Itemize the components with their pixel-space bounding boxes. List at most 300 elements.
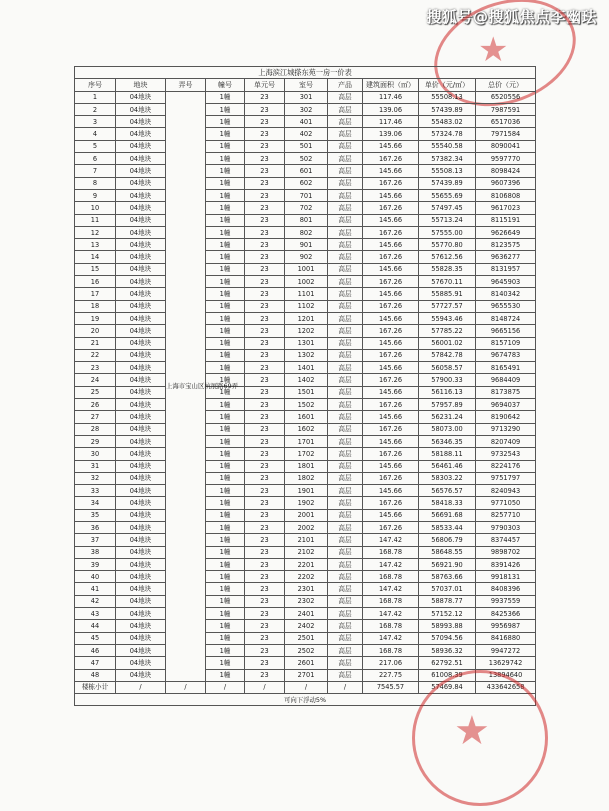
unit-price-cell: 57727.57 xyxy=(419,300,476,312)
table-row xyxy=(75,521,536,533)
unit-price-cell: 55540.58 xyxy=(419,140,476,152)
area-cell: 167.26 xyxy=(363,325,419,337)
area-cell: 145.66 xyxy=(363,460,419,472)
area-cell: 147.42 xyxy=(363,583,419,595)
product-cell: 高层 xyxy=(328,571,363,583)
unit-price-cell: 56231.24 xyxy=(419,411,476,423)
room-cell: 2301 xyxy=(285,583,328,595)
product-cell: 高层 xyxy=(328,435,363,447)
total-price-cell: 8190642 xyxy=(476,411,536,423)
area-cell: 167.26 xyxy=(363,472,419,484)
unit-price-cell: 58533.44 xyxy=(419,521,476,533)
plot-cell: 04地块 xyxy=(116,128,166,140)
building-cell: 1幢 xyxy=(206,448,245,460)
row-number-cell: 36 xyxy=(75,521,116,533)
unit-cell: 23 xyxy=(245,202,285,214)
room-cell: 1002 xyxy=(285,276,328,288)
plot-cell: 04地块 xyxy=(116,239,166,251)
plot-cell: 04地块 xyxy=(116,214,166,226)
area-cell: 167.26 xyxy=(363,448,419,460)
header-cell: 单价（元/㎡） xyxy=(419,79,476,91)
total-price-cell: 8165491 xyxy=(476,362,536,374)
unit-price-cell: 57555.00 xyxy=(419,226,476,238)
table-row xyxy=(75,103,536,115)
row-number-cell: 2 xyxy=(75,103,116,115)
unit-cell: 23 xyxy=(245,189,285,201)
total-price-cell: 8090041 xyxy=(476,140,536,152)
total-price-cell: 9956987 xyxy=(476,620,536,632)
area-cell: 145.66 xyxy=(363,362,419,374)
area-cell: 139.06 xyxy=(363,128,419,140)
header-cell: 单元号 xyxy=(245,79,285,91)
table-row xyxy=(75,448,536,460)
room-cell: 2601 xyxy=(285,657,328,669)
area-cell: 147.42 xyxy=(363,558,419,570)
total-price-cell: 9790303 xyxy=(476,521,536,533)
row-number-cell: 33 xyxy=(75,485,116,497)
unit-cell: 23 xyxy=(245,595,285,607)
table-row xyxy=(75,546,536,558)
total-price-cell: 8207409 xyxy=(476,435,536,447)
header-cell: 建筑面积（㎡） xyxy=(363,79,419,91)
total-price-cell: 9898702 xyxy=(476,546,536,558)
building-cell: 1幢 xyxy=(206,140,245,152)
area-cell: 145.66 xyxy=(363,140,419,152)
table-row xyxy=(75,571,536,583)
plot-cell: 04地块 xyxy=(116,497,166,509)
product-cell: 高层 xyxy=(328,202,363,214)
product-cell: 高层 xyxy=(328,300,363,312)
total-price-cell: 8131957 xyxy=(476,263,536,275)
total-price-cell: 8140342 xyxy=(476,288,536,300)
unit-cell: 23 xyxy=(245,644,285,656)
area-cell: 167.26 xyxy=(363,251,419,263)
row-number-cell: 40 xyxy=(75,571,116,583)
area-cell: 217.06 xyxy=(363,657,419,669)
plot-cell: 04地块 xyxy=(116,521,166,533)
unit-cell: 23 xyxy=(245,632,285,644)
table-row xyxy=(75,214,536,226)
unit-cell: 23 xyxy=(245,349,285,361)
unit-cell: 23 xyxy=(245,608,285,620)
row-number-cell: 45 xyxy=(75,632,116,644)
row-number-cell: 29 xyxy=(75,435,116,447)
unit-cell: 23 xyxy=(245,165,285,177)
area-cell: 145.66 xyxy=(363,312,419,324)
product-cell: 高层 xyxy=(328,546,363,558)
room-cell: 1001 xyxy=(285,263,328,275)
plot-cell: 04地块 xyxy=(116,595,166,607)
plot-cell: 04地块 xyxy=(116,423,166,435)
row-number-cell: 27 xyxy=(75,411,116,423)
building-cell: 1幢 xyxy=(206,497,245,509)
table-row xyxy=(75,644,536,656)
unit-price-cell: 55713.24 xyxy=(419,214,476,226)
unit-price-cell: 57842.78 xyxy=(419,349,476,361)
area-cell: 167.26 xyxy=(363,226,419,238)
plot-cell: 04地块 xyxy=(116,669,166,681)
row-number-cell: 43 xyxy=(75,608,116,620)
unit-cell: 23 xyxy=(245,669,285,681)
subtotal-cell: / xyxy=(285,681,328,693)
unit-price-cell: 58303.22 xyxy=(419,472,476,484)
unit-cell: 23 xyxy=(245,521,285,533)
room-cell: 602 xyxy=(285,177,328,189)
plot-cell: 04地块 xyxy=(116,300,166,312)
unit-cell: 23 xyxy=(245,386,285,398)
room-cell: 1401 xyxy=(285,362,328,374)
row-number-cell: 38 xyxy=(75,546,116,558)
building-cell: 1幢 xyxy=(206,239,245,251)
product-cell: 高层 xyxy=(328,263,363,275)
price-table xyxy=(74,66,536,706)
table-row xyxy=(75,595,536,607)
building-cell: 1幢 xyxy=(206,411,245,423)
room-cell: 901 xyxy=(285,239,328,251)
total-price-cell: 8157109 xyxy=(476,337,536,349)
room-cell: 401 xyxy=(285,116,328,128)
row-number-cell: 3 xyxy=(75,116,116,128)
plot-cell: 04地块 xyxy=(116,165,166,177)
product-cell: 高层 xyxy=(328,644,363,656)
table-row xyxy=(75,509,536,521)
plot-cell: 04地块 xyxy=(116,435,166,447)
row-number-cell: 14 xyxy=(75,251,116,263)
table-row xyxy=(75,411,536,423)
product-cell: 高层 xyxy=(328,276,363,288)
building-cell: 1幢 xyxy=(206,620,245,632)
area-cell: 145.66 xyxy=(363,509,419,521)
plot-cell: 04地块 xyxy=(116,546,166,558)
total-price-cell: 9665156 xyxy=(476,325,536,337)
total-price-cell: 9684409 xyxy=(476,374,536,386)
row-number-cell: 35 xyxy=(75,509,116,521)
area-cell: 167.26 xyxy=(363,300,419,312)
total-price-cell: 9937559 xyxy=(476,595,536,607)
unit-price-cell: 57900.33 xyxy=(419,374,476,386)
unit-cell: 23 xyxy=(245,497,285,509)
table-row xyxy=(75,165,536,177)
room-cell: 1502 xyxy=(285,399,328,411)
room-cell: 2302 xyxy=(285,595,328,607)
product-cell: 高层 xyxy=(328,448,363,460)
unit-price-cell: 58763.66 xyxy=(419,571,476,583)
table-row xyxy=(75,202,536,214)
area-cell: 168.78 xyxy=(363,595,419,607)
product-cell: 高层 xyxy=(328,239,363,251)
plot-cell: 04地块 xyxy=(116,448,166,460)
room-cell: 2502 xyxy=(285,644,328,656)
total-price-cell: 8416880 xyxy=(476,632,536,644)
building-cell: 1幢 xyxy=(206,632,245,644)
row-number-cell: 20 xyxy=(75,325,116,337)
row-number-cell: 6 xyxy=(75,153,116,165)
room-cell: 402 xyxy=(285,128,328,140)
building-cell: 1幢 xyxy=(206,399,245,411)
building-cell: 1幢 xyxy=(206,349,245,361)
unit-price-cell: 57497.45 xyxy=(419,202,476,214)
plot-cell: 04地块 xyxy=(116,411,166,423)
building-cell: 1幢 xyxy=(206,571,245,583)
row-number-cell: 21 xyxy=(75,337,116,349)
room-cell: 1902 xyxy=(285,497,328,509)
room-cell: 701 xyxy=(285,189,328,201)
unit-cell: 23 xyxy=(245,423,285,435)
row-number-cell: 34 xyxy=(75,497,116,509)
plot-cell: 04地块 xyxy=(116,226,166,238)
plot-cell: 04地块 xyxy=(116,509,166,521)
product-cell: 高层 xyxy=(328,485,363,497)
building-cell: 1幢 xyxy=(206,103,245,115)
room-cell: 1201 xyxy=(285,312,328,324)
unit-cell: 23 xyxy=(245,337,285,349)
total-price-cell: 9947272 xyxy=(476,644,536,656)
area-cell: 167.26 xyxy=(363,153,419,165)
area-cell: 145.66 xyxy=(363,386,419,398)
unit-cell: 23 xyxy=(245,460,285,472)
total-price-cell: 9655530 xyxy=(476,300,536,312)
total-price-cell: 9626649 xyxy=(476,226,536,238)
unit-cell: 23 xyxy=(245,657,285,669)
total-price-cell: 7971584 xyxy=(476,128,536,140)
area-cell: 167.26 xyxy=(363,497,419,509)
area-cell: 147.42 xyxy=(363,632,419,644)
unit-price-cell: 58188.11 xyxy=(419,448,476,460)
area-cell: 168.78 xyxy=(363,620,419,632)
table-row xyxy=(75,226,536,238)
unit-cell: 23 xyxy=(245,448,285,460)
area-cell: 117.46 xyxy=(363,91,419,103)
product-cell: 高层 xyxy=(328,214,363,226)
product-cell: 高层 xyxy=(328,128,363,140)
plot-cell: 04地块 xyxy=(116,177,166,189)
product-cell: 高层 xyxy=(328,325,363,337)
product-cell: 高层 xyxy=(328,288,363,300)
unit-price-cell: 58993.88 xyxy=(419,620,476,632)
table-row xyxy=(75,534,536,546)
product-cell: 高层 xyxy=(328,189,363,201)
table-row xyxy=(75,288,536,300)
building-cell: 1幢 xyxy=(206,325,245,337)
plot-cell: 04地块 xyxy=(116,263,166,275)
building-cell: 1幢 xyxy=(206,91,245,103)
table-row xyxy=(75,374,536,386)
row-number-cell: 13 xyxy=(75,239,116,251)
row-number-cell: 4 xyxy=(75,128,116,140)
plot-cell: 04地块 xyxy=(116,251,166,263)
area-cell: 139.06 xyxy=(363,103,419,115)
row-number-cell: 46 xyxy=(75,644,116,656)
total-price-cell: 9918131 xyxy=(476,571,536,583)
header-cell: 弄号 xyxy=(166,79,206,91)
plot-cell: 04地块 xyxy=(116,644,166,656)
product-cell: 高层 xyxy=(328,337,363,349)
table-row xyxy=(75,423,536,435)
unit-cell: 23 xyxy=(245,558,285,570)
product-cell: 高层 xyxy=(328,226,363,238)
room-cell: 902 xyxy=(285,251,328,263)
total-price-cell: 9771050 xyxy=(476,497,536,509)
row-number-cell: 16 xyxy=(75,276,116,288)
unit-price-cell: 56576.57 xyxy=(419,485,476,497)
street-address-cell: 上海市宝山区杭展路69弄 xyxy=(166,91,206,681)
unit-price-cell: 58936.32 xyxy=(419,644,476,656)
building-cell: 1幢 xyxy=(206,177,245,189)
room-cell: 1601 xyxy=(285,411,328,423)
row-number-cell: 30 xyxy=(75,448,116,460)
unit-cell: 23 xyxy=(245,509,285,521)
table-row xyxy=(75,128,536,140)
unit-cell: 23 xyxy=(245,288,285,300)
plot-cell: 04地块 xyxy=(116,571,166,583)
building-cell: 1幢 xyxy=(206,312,245,324)
room-cell: 2401 xyxy=(285,608,328,620)
total-price-cell: 9694037 xyxy=(476,399,536,411)
product-cell: 高层 xyxy=(328,521,363,533)
area-cell: 147.42 xyxy=(363,534,419,546)
area-cell: 145.66 xyxy=(363,214,419,226)
total-price-cell: 8240943 xyxy=(476,485,536,497)
area-cell: 145.66 xyxy=(363,288,419,300)
unit-price-cell: 57037.01 xyxy=(419,583,476,595)
plot-cell: 04地块 xyxy=(116,460,166,472)
unit-cell: 23 xyxy=(245,472,285,484)
plot-cell: 04地块 xyxy=(116,325,166,337)
area-cell: 168.78 xyxy=(363,546,419,558)
product-cell: 高层 xyxy=(328,583,363,595)
table-title: 上海滨江城搽东苑一房一价表 xyxy=(75,67,536,79)
plot-cell: 04地块 xyxy=(116,620,166,632)
row-number-cell: 39 xyxy=(75,558,116,570)
unit-cell: 23 xyxy=(245,116,285,128)
building-cell: 1幢 xyxy=(206,362,245,374)
total-price-cell: 6517036 xyxy=(476,116,536,128)
header-cell: 总价（元） xyxy=(476,79,536,91)
building-cell: 1幢 xyxy=(206,546,245,558)
total-price-cell: 9713290 xyxy=(476,423,536,435)
total-price-cell: 9597770 xyxy=(476,153,536,165)
unit-price-cell: 58878.77 xyxy=(419,595,476,607)
unit-price-cell: 55885.91 xyxy=(419,288,476,300)
building-cell: 1幢 xyxy=(206,251,245,263)
table-row xyxy=(75,620,536,632)
plot-cell: 04地块 xyxy=(116,399,166,411)
plot-cell: 04地块 xyxy=(116,558,166,570)
total-price-cell: 8408396 xyxy=(476,583,536,595)
unit-price-cell: 57670.11 xyxy=(419,276,476,288)
table-row xyxy=(75,140,536,152)
unit-cell: 23 xyxy=(245,411,285,423)
area-cell: 145.66 xyxy=(363,485,419,497)
room-cell: 601 xyxy=(285,165,328,177)
table-row xyxy=(75,177,536,189)
unit-price-cell: 57382.34 xyxy=(419,153,476,165)
table-row xyxy=(75,583,536,595)
unit-price-cell: 57957.89 xyxy=(419,399,476,411)
room-cell: 1101 xyxy=(285,288,328,300)
subtotal-cell: 433642658 xyxy=(476,681,536,693)
plot-cell: 04地块 xyxy=(116,288,166,300)
building-cell: 1幢 xyxy=(206,521,245,533)
product-cell: 高层 xyxy=(328,153,363,165)
table-row xyxy=(75,460,536,472)
unit-cell: 23 xyxy=(245,140,285,152)
header-cell: 室号 xyxy=(285,79,328,91)
unit-cell: 23 xyxy=(245,435,285,447)
unit-cell: 23 xyxy=(245,91,285,103)
room-cell: 2201 xyxy=(285,558,328,570)
subtotal-cell: / xyxy=(206,681,245,693)
row-number-cell: 7 xyxy=(75,165,116,177)
unit-price-cell: 55655.69 xyxy=(419,189,476,201)
building-cell: 1幢 xyxy=(206,226,245,238)
total-price-cell: 8115191 xyxy=(476,214,536,226)
product-cell: 高层 xyxy=(328,165,363,177)
row-number-cell: 19 xyxy=(75,312,116,324)
watermark-text: 搜狐号@搜狐焦点李幽珐 xyxy=(426,8,597,26)
product-cell: 高层 xyxy=(328,177,363,189)
subtotal-cell: / xyxy=(328,681,363,693)
total-price-cell: 13629742 xyxy=(476,657,536,669)
plot-cell: 04地块 xyxy=(116,386,166,398)
building-cell: 1幢 xyxy=(206,337,245,349)
unit-cell: 23 xyxy=(245,485,285,497)
row-number-cell: 25 xyxy=(75,386,116,398)
building-cell: 1幢 xyxy=(206,374,245,386)
seal-star-icon: ★ xyxy=(478,30,509,70)
product-cell: 高层 xyxy=(328,116,363,128)
table-row xyxy=(75,325,536,337)
room-cell: 502 xyxy=(285,153,328,165)
unit-cell: 23 xyxy=(245,263,285,275)
table-row xyxy=(75,485,536,497)
plot-cell: 04地块 xyxy=(116,103,166,115)
area-cell: 167.26 xyxy=(363,423,419,435)
area-cell: 167.26 xyxy=(363,399,419,411)
plot-cell: 04地块 xyxy=(116,583,166,595)
row-number-cell: 12 xyxy=(75,226,116,238)
table-row xyxy=(75,91,536,103)
plot-cell: 04地块 xyxy=(116,362,166,374)
unit-cell: 23 xyxy=(245,571,285,583)
row-number-cell: 15 xyxy=(75,263,116,275)
unit-price-cell: 55483.02 xyxy=(419,116,476,128)
table-row xyxy=(75,497,536,509)
area-cell: 227.75 xyxy=(363,669,419,681)
table-row xyxy=(75,558,536,570)
unit-price-cell: 56346.35 xyxy=(419,435,476,447)
product-cell: 高层 xyxy=(328,312,363,324)
unit-price-cell: 57785.22 xyxy=(419,325,476,337)
area-cell: 167.26 xyxy=(363,349,419,361)
area-cell: 145.66 xyxy=(363,165,419,177)
room-cell: 2002 xyxy=(285,521,328,533)
table-row xyxy=(75,632,536,644)
product-cell: 高层 xyxy=(328,632,363,644)
product-cell: 高层 xyxy=(328,460,363,472)
total-price-cell: 9645903 xyxy=(476,276,536,288)
unit-price-cell: 57612.56 xyxy=(419,251,476,263)
unit-cell: 23 xyxy=(245,534,285,546)
row-number-cell: 10 xyxy=(75,202,116,214)
unit-cell: 23 xyxy=(245,325,285,337)
product-cell: 高层 xyxy=(328,669,363,681)
total-price-cell: 8425366 xyxy=(476,608,536,620)
plot-cell: 04地块 xyxy=(116,312,166,324)
product-cell: 高层 xyxy=(328,620,363,632)
total-price-cell: 8257710 xyxy=(476,509,536,521)
unit-cell: 23 xyxy=(245,583,285,595)
